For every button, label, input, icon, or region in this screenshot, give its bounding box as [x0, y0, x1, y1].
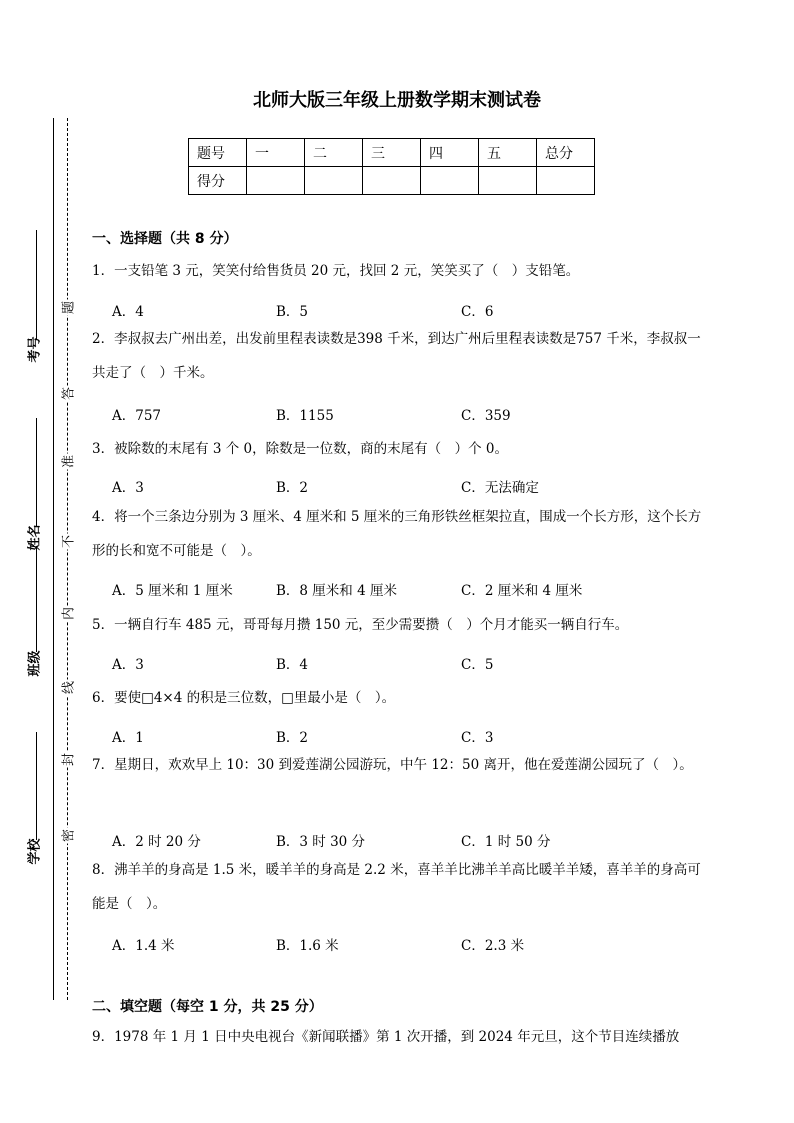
- question-6: 6．要使□4×4 的积是三位数，□里最小是（ ）。: [92, 690, 396, 706]
- option-a[interactable]: A．1: [112, 730, 144, 746]
- class-label: 班级: [27, 650, 43, 677]
- binding-dashed-line: [67, 118, 68, 1000]
- option-b[interactable]: B．1.6 米: [276, 938, 339, 954]
- option-b[interactable]: B．3 时 30 分: [276, 834, 366, 850]
- exam-number-blank: [36, 230, 37, 340]
- option-b[interactable]: B．8 厘米和 4 厘米: [276, 583, 397, 599]
- option-b[interactable]: B．2: [276, 480, 309, 496]
- option-c[interactable]: C．1 时 50 分: [461, 834, 551, 850]
- option-a[interactable]: A．4: [112, 304, 144, 320]
- section-title-fill-in: 二、填空题（每空 1 分，共 25 分）: [92, 999, 323, 1015]
- option-a[interactable]: A．3: [112, 657, 144, 673]
- question-8: 8．沸羊羊的身高是 1.5 米，暖羊羊的身高是 2.2 米，喜羊羊比沸羊羊高比暖羊羊矮，喜羊羊的身高可能是（ ）。: [92, 862, 701, 912]
- question-7: 7．星期日，欢欢早上 10：30 到爱莲湖公园游玩，中午 12：50 离开，他在爱莲湖公园玩了（ ）。: [92, 757, 693, 773]
- option-c[interactable]: C．2 厘米和 4 厘米: [461, 583, 583, 599]
- option-c[interactable]: C．359: [461, 408, 511, 424]
- school-blank: [36, 732, 37, 840]
- option-b[interactable]: B．1155: [276, 408, 334, 424]
- score-cell: 四: [421, 139, 479, 167]
- option-a[interactable]: A．5 厘米和 1 厘米: [112, 583, 233, 599]
- name-blank: [36, 418, 37, 526]
- option-a[interactable]: A．1.4 米: [112, 938, 175, 954]
- seal-char: 封: [58, 752, 77, 768]
- score-table-score-row: [189, 167, 595, 195]
- score-cell-blank: [247, 167, 305, 195]
- option-a[interactable]: A．3: [112, 480, 144, 496]
- option-a[interactable]: A．757: [112, 408, 162, 424]
- score-cell: 题号: [189, 139, 247, 167]
- score-cell-blank: [305, 167, 363, 195]
- option-b[interactable]: B．4: [276, 657, 309, 673]
- score-cell-blank: [479, 167, 537, 195]
- score-cell: 二: [305, 139, 363, 167]
- question-9: 9．1978 年 1 月 1 日中央电视台《新闻联播》第 1 次开播，到 2024 年元旦，这个节目连续播放: [92, 1029, 680, 1045]
- option-c[interactable]: C．无法确定: [461, 480, 539, 496]
- seal-char: 密: [58, 828, 77, 844]
- option-c[interactable]: C．2.3 米: [461, 938, 525, 954]
- score-table: [188, 138, 595, 195]
- score-cell: 一: [247, 139, 305, 167]
- option-c[interactable]: C．3: [461, 730, 494, 746]
- question-1: 1．一支铅笔 3 元，笑笑付给售货员 20 元，找回 2 元，笑笑买了（ ）支铅笔。: [92, 263, 580, 279]
- score-cell-blank: [363, 167, 421, 195]
- option-a[interactable]: A．2 时 20 分: [112, 834, 201, 850]
- option-c[interactable]: C．6: [461, 304, 494, 320]
- score-cell: 五: [479, 139, 537, 167]
- score-cell-blank: [421, 167, 479, 195]
- seal-char: 内: [58, 606, 77, 622]
- exam-title: 北师大版三年级上册数学期末测试卷: [253, 90, 541, 111]
- seal-char: 题: [58, 300, 77, 316]
- score-cell: 三: [363, 139, 421, 167]
- score-cell: 总分: [537, 139, 595, 167]
- score-table-header-row: [189, 139, 595, 167]
- score-cell: 得分: [189, 167, 247, 195]
- seal-char: 准: [58, 454, 77, 470]
- option-c[interactable]: C．5: [461, 657, 494, 673]
- question-3: 3．被除数的末尾有 3 个 0，除数是一位数，商的末尾有（ ）个 0。: [92, 441, 509, 457]
- binding-solid-line: [53, 118, 54, 1000]
- question-2: 2．李叔叔去广州出差，出发前里程表读数是398 千米，到达广州后里程表读数是757 千米，李叔叔一共走了（ ）千米。: [92, 331, 701, 381]
- option-b[interactable]: B．2: [276, 730, 309, 746]
- seal-char: 答: [58, 386, 77, 402]
- section-title-multiple-choice: 一、选择题（共 8 分）: [92, 231, 238, 247]
- score-cell-blank: [537, 167, 595, 195]
- exam-number-label: 考号: [27, 336, 43, 363]
- option-b[interactable]: B．5: [276, 304, 309, 320]
- seal-char: 不: [58, 534, 77, 550]
- question-4: 4．将一个三条边分别为 3 厘米、4 厘米和 5 厘米的三角形铁丝框架拉直，围成一个长方形，这个长方形的长和宽不可能是（ ）。: [92, 509, 702, 559]
- class-blank: [36, 546, 37, 652]
- name-label: 姓名: [27, 524, 43, 551]
- school-label: 学校: [27, 838, 43, 865]
- question-5: 5．一辆自行车 485 元，哥哥每月攒 150 元，至少需要攒（ ）个月才能买一辆自行车。: [92, 617, 629, 633]
- seal-char: 线: [58, 680, 77, 696]
